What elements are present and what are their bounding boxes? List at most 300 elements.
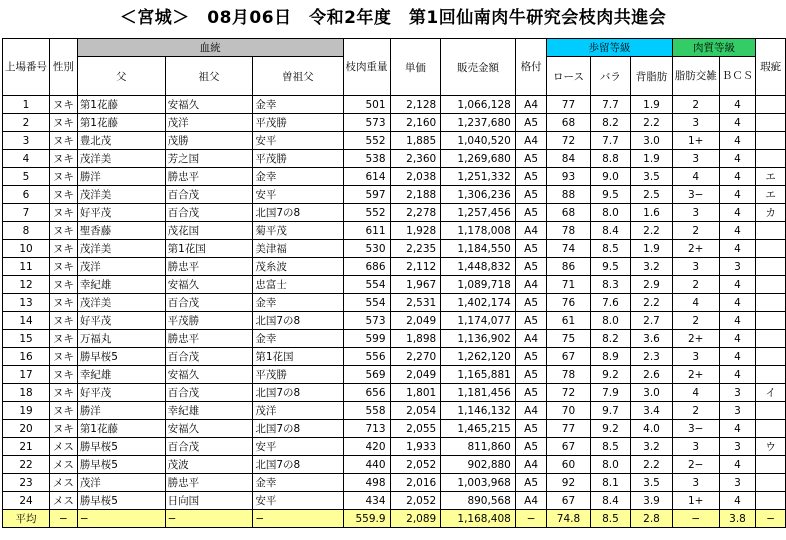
- cell-father: 勝洋: [77, 402, 165, 420]
- cell-roast: 67: [547, 438, 590, 456]
- cell-unit-price: 2,188: [390, 186, 441, 204]
- header-no: 上場番号: [3, 39, 50, 96]
- table-body: [3, 96, 786, 510]
- cell-bara: 9.2: [590, 420, 631, 438]
- cell-no: 22: [3, 456, 50, 474]
- cell-grade: A4: [515, 132, 546, 150]
- cell-unit-price: 2,235: [390, 240, 441, 258]
- cell-great-grandfather: 安平: [253, 438, 343, 456]
- cell-bcs: 4: [719, 186, 756, 204]
- cell-grade: −: [515, 510, 546, 528]
- header-weight: 枝肉重量: [343, 39, 390, 96]
- cell-back-fat: 2.2: [631, 294, 673, 312]
- cell-great-grandfather: 金幸: [253, 330, 343, 348]
- cell-roast: 67: [547, 348, 590, 366]
- cell-grade: A4: [515, 456, 546, 474]
- cell-bara: 8.2: [590, 114, 631, 132]
- cell-father: 幸紀雄: [77, 276, 165, 294]
- cell-weight: 552: [343, 204, 390, 222]
- header-marbling: 脂肪交雑: [672, 57, 719, 96]
- cell-sales: 1,184,550: [441, 240, 516, 258]
- cell-great-grandfather: 平茂勝: [253, 366, 343, 384]
- cell-no: 20: [3, 420, 50, 438]
- cell-grade: A5: [515, 186, 546, 204]
- cell-father: 好平茂: [77, 384, 165, 402]
- cell-bara: 7.6: [590, 294, 631, 312]
- cell-no: 24: [3, 492, 50, 510]
- cell-defect: カ: [756, 204, 786, 222]
- cell-defect: [756, 150, 786, 168]
- cell-unit-price: 2,112: [390, 258, 441, 276]
- cell-father: 茂洋美: [77, 240, 165, 258]
- cell-father: 第1花藤: [77, 96, 165, 114]
- cell-grade: A5: [515, 240, 546, 258]
- cell-bcs: 4: [719, 168, 756, 186]
- cell-marbling: 1+: [672, 492, 719, 510]
- table-row: [3, 438, 786, 456]
- cell-bcs: 4: [719, 330, 756, 348]
- cell-great-grandfather: 北国7の8: [253, 312, 343, 330]
- cell-back-fat: 2.7: [631, 312, 673, 330]
- cell-marbling: 2: [672, 402, 719, 420]
- cell-sex: ヌキ: [50, 114, 78, 132]
- cell-roast: 71: [547, 276, 590, 294]
- cell-sex: メス: [50, 456, 78, 474]
- cell-grandfather: 第1花国: [165, 240, 253, 258]
- cell-great-grandfather: 金幸: [253, 294, 343, 312]
- cell-father: 勝洋: [77, 168, 165, 186]
- cell-weight: 552: [343, 132, 390, 150]
- cell-sales: 1,262,120: [441, 348, 516, 366]
- cell-grandfather: 勝忠平: [165, 168, 253, 186]
- table-row: [3, 114, 786, 132]
- cell-roast: 92: [547, 474, 590, 492]
- cell-no: 1: [3, 96, 50, 114]
- cell-back-fat: 3.5: [631, 168, 673, 186]
- cell-great-grandfather: 安平: [253, 132, 343, 150]
- cell-grandfather: 幸紀雄: [165, 402, 253, 420]
- cell-back-fat: 2.5: [631, 186, 673, 204]
- cell-marbling: 2+: [672, 366, 719, 384]
- cell-weight: 556: [343, 348, 390, 366]
- cell-marbling: 3: [672, 204, 719, 222]
- table-row: [3, 276, 786, 294]
- page-title: ＜宮城＞ 08月06日 令和2年度 第1回仙南肉牛研究会枝肉共進会: [119, 8, 667, 28]
- cell-grade: A5: [515, 384, 546, 402]
- cell-roast: 75: [547, 330, 590, 348]
- cell-grandfather: 茂波: [165, 456, 253, 474]
- cell-bara: 9.5: [590, 258, 631, 276]
- cell-sex: ヌキ: [50, 150, 78, 168]
- cell-marbling: 2+: [672, 330, 719, 348]
- cell-sex: ヌキ: [50, 240, 78, 258]
- cell-grade: A4: [515, 330, 546, 348]
- cell-weight: 614: [343, 168, 390, 186]
- cell-weight: 597: [343, 186, 390, 204]
- table-row: [3, 222, 786, 240]
- cell-father: 好平茂: [77, 312, 165, 330]
- cell-back-fat: 3.2: [631, 258, 673, 276]
- cell-sex: ヌキ: [50, 222, 78, 240]
- cell-no: 18: [3, 384, 50, 402]
- cell-defect: [756, 294, 786, 312]
- cell-bcs: 4: [719, 348, 756, 366]
- cell-bara: 8.8: [590, 150, 631, 168]
- cell-bcs: 4: [719, 204, 756, 222]
- cell-sex: ヌキ: [50, 276, 78, 294]
- cell-grandfather: 百合茂: [165, 438, 253, 456]
- cell-bcs: 3: [719, 402, 756, 420]
- cell-weight: 569: [343, 366, 390, 384]
- cell-weight: 558: [343, 402, 390, 420]
- cell-marbling: 3: [672, 150, 719, 168]
- cell-back-fat: 1.9: [631, 96, 673, 114]
- cell-bara: 8.5: [590, 438, 631, 456]
- cell-unit-price: 2,278: [390, 204, 441, 222]
- results-table: [2, 38, 786, 528]
- cell-sales: 1,066,128: [441, 96, 516, 114]
- cell-bara: 8.4: [590, 492, 631, 510]
- cell-bara: 8.2: [590, 330, 631, 348]
- cell-back-fat: 1.6: [631, 204, 673, 222]
- cell-roast: 68: [547, 204, 590, 222]
- cell-roast: 86: [547, 258, 590, 276]
- cell-back-fat: 4.0: [631, 420, 673, 438]
- cell-sales: 1,448,832: [441, 258, 516, 276]
- header-defect: 瑕疵: [756, 39, 786, 96]
- cell-weight: 538: [343, 150, 390, 168]
- cell-bcs: 4: [719, 132, 756, 150]
- table-row: [3, 330, 786, 348]
- cell-grandfather: 茂勝: [165, 132, 253, 150]
- cell-sales: 1,136,902: [441, 330, 516, 348]
- cell-grade: A5: [515, 348, 546, 366]
- cell-weight: 554: [343, 276, 390, 294]
- cell-father: −: [77, 510, 165, 528]
- cell-no: 15: [3, 330, 50, 348]
- cell-grade: A5: [515, 294, 546, 312]
- cell-grade: A5: [515, 168, 546, 186]
- cell-great-grandfather: 菊平茂: [253, 222, 343, 240]
- cell-bcs: 4: [719, 222, 756, 240]
- cell-bcs: 4: [719, 312, 756, 330]
- cell-great-grandfather: 金幸: [253, 168, 343, 186]
- cell-marbling: 3: [672, 348, 719, 366]
- cell-father: 第1花藤: [77, 114, 165, 132]
- table-row: [3, 420, 786, 438]
- cell-father: 勝早桜5: [77, 492, 165, 510]
- cell-defect: −: [756, 510, 786, 528]
- table-row: [3, 474, 786, 492]
- cell-grandfather: 茂洋: [165, 114, 253, 132]
- cell-weight: 440: [343, 456, 390, 474]
- cell-unit-price: 2,052: [390, 456, 441, 474]
- header-grade: 格付: [515, 39, 546, 96]
- cell-sex: ヌキ: [50, 312, 78, 330]
- cell-bara: 8.0: [590, 456, 631, 474]
- cell-defect: [756, 276, 786, 294]
- cell-grandfather: −: [165, 510, 253, 528]
- table-row: [3, 168, 786, 186]
- cell-father: 幸紀雄: [77, 366, 165, 384]
- cell-father: 好平茂: [77, 204, 165, 222]
- cell-roast: 67: [547, 492, 590, 510]
- cell-marbling: 2: [672, 96, 719, 114]
- cell-defect: [756, 258, 786, 276]
- cell-roast: 76: [547, 294, 590, 312]
- cell-marbling: 2−: [672, 456, 719, 474]
- cell-marbling: 1+: [672, 132, 719, 150]
- cell-back-fat: 1.9: [631, 150, 673, 168]
- cell-unit-price: 2,052: [390, 492, 441, 510]
- cell-defect: エ: [756, 186, 786, 204]
- header-sex: 性別: [50, 39, 78, 96]
- cell-grandfather: 勝忠平: [165, 474, 253, 492]
- header-unit-price: 単価: [390, 39, 441, 96]
- cell-sales: 1,251,332: [441, 168, 516, 186]
- cell-unit-price: 1,967: [390, 276, 441, 294]
- cell-back-fat: 3.0: [631, 384, 673, 402]
- cell-bcs: 3: [719, 474, 756, 492]
- cell-bara: 9.2: [590, 366, 631, 384]
- cell-unit-price: 2,049: [390, 312, 441, 330]
- cell-sales: 1,165,881: [441, 366, 516, 384]
- cell-weight: 530: [343, 240, 390, 258]
- cell-sales: 1,402,174: [441, 294, 516, 312]
- cell-sex: メス: [50, 474, 78, 492]
- cell-sales: 1,181,456: [441, 384, 516, 402]
- cell-no: 4: [3, 150, 50, 168]
- table-row: [3, 312, 786, 330]
- cell-no: 8: [3, 222, 50, 240]
- header-bara: バラ: [590, 57, 631, 96]
- cell-unit-price: 2,054: [390, 402, 441, 420]
- cell-roast: 72: [547, 132, 590, 150]
- cell-marbling: −: [672, 510, 719, 528]
- header-back-fat: 背脂肪: [631, 57, 673, 96]
- cell-back-fat: 3.5: [631, 474, 673, 492]
- table-row: [3, 456, 786, 474]
- cell-defect: [756, 330, 786, 348]
- cell-great-grandfather: 忠富士: [253, 276, 343, 294]
- cell-grandfather: 勝忠平: [165, 330, 253, 348]
- cell-unit-price: 1,801: [390, 384, 441, 402]
- cell-bara: 8.5: [590, 510, 631, 528]
- cell-bcs: 4: [719, 276, 756, 294]
- cell-back-fat: 2.6: [631, 366, 673, 384]
- cell-back-fat: 3.6: [631, 330, 673, 348]
- cell-roast: 72: [547, 384, 590, 402]
- cell-bcs: 4: [719, 114, 756, 132]
- cell-bara: 7.9: [590, 384, 631, 402]
- cell-marbling: 3: [672, 474, 719, 492]
- cell-roast: 88: [547, 186, 590, 204]
- cell-weight: 501: [343, 96, 390, 114]
- cell-grandfather: 百合茂: [165, 204, 253, 222]
- header-grandfather: 祖父: [165, 57, 253, 96]
- cell-sales: 1,257,456: [441, 204, 516, 222]
- cell-great-grandfather: 茂洋: [253, 402, 343, 420]
- cell-no: 14: [3, 312, 50, 330]
- cell-father: 茂洋美: [77, 186, 165, 204]
- cell-marbling: 2: [672, 276, 719, 294]
- cell-no: 7: [3, 204, 50, 222]
- cell-unit-price: 1,885: [390, 132, 441, 150]
- cell-roast: 78: [547, 222, 590, 240]
- cell-grade: A4: [515, 222, 546, 240]
- cell-sales: 1,146,132: [441, 402, 516, 420]
- cell-grade: A4: [515, 96, 546, 114]
- table-row: [3, 96, 786, 114]
- header-bcs: ＢＣＳ: [719, 57, 756, 96]
- table-row: [3, 150, 786, 168]
- cell-unit-price: 2,089: [390, 510, 441, 528]
- cell-weight: 713: [343, 420, 390, 438]
- cell-roast: 70: [547, 402, 590, 420]
- cell-unit-price: 1,928: [390, 222, 441, 240]
- cell-weight: 573: [343, 312, 390, 330]
- cell-grade: A4: [515, 276, 546, 294]
- table-row: [3, 132, 786, 150]
- cell-roast: 77: [547, 96, 590, 114]
- cell-father: 茂洋: [77, 258, 165, 276]
- cell-no: 17: [3, 366, 50, 384]
- cell-father: 茂洋: [77, 474, 165, 492]
- cell-father: 豊北茂: [77, 132, 165, 150]
- cell-weight: 554: [343, 294, 390, 312]
- cell-great-grandfather: 北国7の8: [253, 420, 343, 438]
- cell-defect: エ: [756, 168, 786, 186]
- table-row: [3, 384, 786, 402]
- cell-no: 5: [3, 168, 50, 186]
- cell-grade: A5: [515, 420, 546, 438]
- table-row: [3, 366, 786, 384]
- cell-grandfather: 安福久: [165, 276, 253, 294]
- cell-back-fat: 3.9: [631, 492, 673, 510]
- cell-sex: −: [50, 510, 78, 528]
- cell-defect: [756, 240, 786, 258]
- cell-grandfather: 安福久: [165, 96, 253, 114]
- cell-bcs: 4: [719, 456, 756, 474]
- cell-bara: 8.1: [590, 474, 631, 492]
- cell-unit-price: 1,898: [390, 330, 441, 348]
- cell-marbling: 2: [672, 222, 719, 240]
- cell-roast: 93: [547, 168, 590, 186]
- cell-sales: 1,174,077: [441, 312, 516, 330]
- cell-marbling: 3−: [672, 420, 719, 438]
- cell-sales: 811,860: [441, 438, 516, 456]
- cell-unit-price: 1,933: [390, 438, 441, 456]
- cell-great-grandfather: 茂糸波: [253, 258, 343, 276]
- cell-sex: ヌキ: [50, 258, 78, 276]
- cell-roast: 78: [547, 366, 590, 384]
- cell-defect: [756, 132, 786, 150]
- cell-bara: 9.0: [590, 168, 631, 186]
- cell-no: 6: [3, 186, 50, 204]
- cell-sales: 1,089,718: [441, 276, 516, 294]
- cell-unit-price: 2,128: [390, 96, 441, 114]
- cell-unit-price: 2,531: [390, 294, 441, 312]
- cell-sales: 1,178,008: [441, 222, 516, 240]
- cell-bara: 8.0: [590, 204, 631, 222]
- table-row: [3, 402, 786, 420]
- cell-marbling: 4: [672, 168, 719, 186]
- cell-sex: ヌキ: [50, 294, 78, 312]
- cell-bara: 9.5: [590, 186, 631, 204]
- cell-back-fat: 1.9: [631, 240, 673, 258]
- cell-great-grandfather: 北国7の8: [253, 456, 343, 474]
- cell-bara: 8.5: [590, 240, 631, 258]
- cell-sales: 1,237,680: [441, 114, 516, 132]
- cell-no: 2: [3, 114, 50, 132]
- cell-bara: 7.7: [590, 132, 631, 150]
- cell-great-grandfather: 金幸: [253, 474, 343, 492]
- cell-defect: ウ: [756, 438, 786, 456]
- cell-sex: ヌキ: [50, 204, 78, 222]
- cell-grandfather: 安福久: [165, 420, 253, 438]
- header-great-grandfather: 曽祖父: [253, 57, 343, 96]
- cell-father: 第1花藤: [77, 420, 165, 438]
- header-sales: 販売金額: [441, 39, 516, 96]
- cell-grandfather: 芳之国: [165, 150, 253, 168]
- cell-grandfather: 勝忠平: [165, 258, 253, 276]
- cell-unit-price: 2,049: [390, 366, 441, 384]
- cell-sex: ヌキ: [50, 132, 78, 150]
- cell-great-grandfather: 平茂勝: [253, 114, 343, 132]
- cell-bara: 8.9: [590, 348, 631, 366]
- cell-weight: 686: [343, 258, 390, 276]
- cell-marbling: 3−: [672, 186, 719, 204]
- cell-grade: A5: [515, 114, 546, 132]
- cell-defect: [756, 114, 786, 132]
- cell-marbling: 3: [672, 438, 719, 456]
- cell-grade: A5: [515, 204, 546, 222]
- cell-label: 平均: [3, 510, 50, 528]
- cell-sex: ヌキ: [50, 366, 78, 384]
- table-row: [3, 492, 786, 510]
- cell-grandfather: 百合茂: [165, 348, 253, 366]
- cell-grade: A4: [515, 402, 546, 420]
- cell-great-grandfather: 第1花国: [253, 348, 343, 366]
- cell-sales: 1,306,236: [441, 186, 516, 204]
- cell-roast: 74: [547, 240, 590, 258]
- cell-grandfather: 安福久: [165, 366, 253, 384]
- cell-defect: [756, 312, 786, 330]
- cell-back-fat: 3.4: [631, 402, 673, 420]
- cell-weight: 656: [343, 384, 390, 402]
- cell-sales: 1,040,520: [441, 132, 516, 150]
- table-row: [3, 294, 786, 312]
- cell-sales: 1,003,968: [441, 474, 516, 492]
- cell-weight: 611: [343, 222, 390, 240]
- cell-defect: [756, 402, 786, 420]
- cell-roast: 61: [547, 312, 590, 330]
- cell-weight: 559.9: [343, 510, 390, 528]
- cell-grade: A5: [515, 474, 546, 492]
- cell-sex: ヌキ: [50, 330, 78, 348]
- cell-unit-price: 2,055: [390, 420, 441, 438]
- cell-back-fat: 3.0: [631, 132, 673, 150]
- cell-bcs: 4: [719, 150, 756, 168]
- cell-unit-price: 2,270: [390, 348, 441, 366]
- cell-father: 勝早桜5: [77, 438, 165, 456]
- cell-sales: 1,269,680: [441, 150, 516, 168]
- cell-no: 12: [3, 276, 50, 294]
- cell-back-fat: 2.3: [631, 348, 673, 366]
- cell-sex: ヌキ: [50, 348, 78, 366]
- cell-bara: 9.7: [590, 402, 631, 420]
- cell-sales: 1,465,215: [441, 420, 516, 438]
